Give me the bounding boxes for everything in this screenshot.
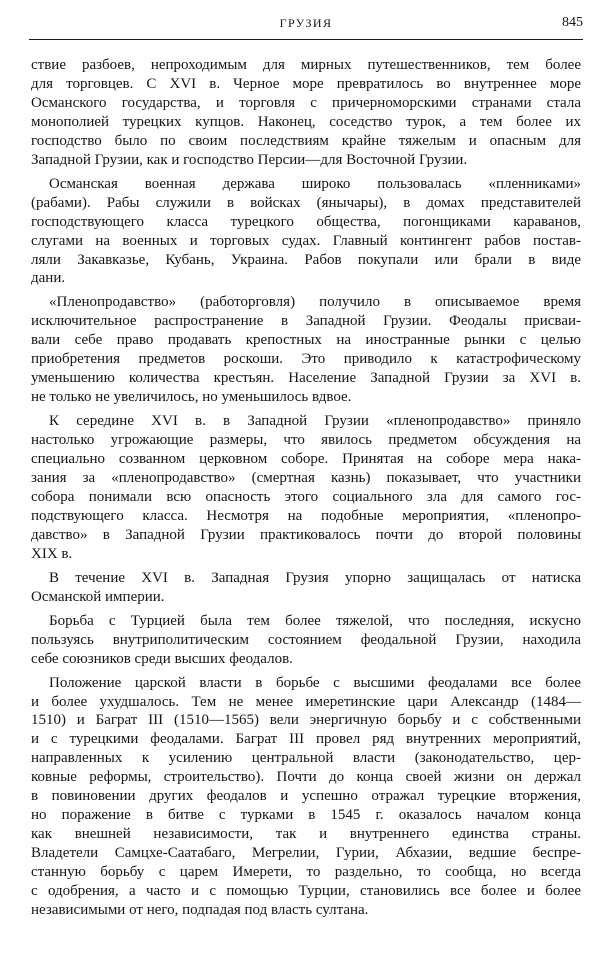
paragraph-1 xyxy=(31,56,581,170)
text-line: В течение XVI в. Западная Грузия упорно защищалась от натиска xyxy=(49,569,581,586)
text-line: станную борьбу с царем Имерети, то раздельно, то сообща, но всегда xyxy=(31,864,581,881)
paragraph-4 xyxy=(31,412,581,564)
text-line: вали себе право продавать крепостных на иностранные рынки с целью xyxy=(31,332,581,349)
text-line: Борьба с Турцией была тем более тяжелой, что последняя, искусно xyxy=(49,612,581,629)
text-line: К середине XVI в. в Западной Грузии «пленопродавство» приняло xyxy=(49,413,581,430)
text-line: приобретения предметов роскоши. Это приводило к катастрофическому xyxy=(31,351,581,368)
header-rule xyxy=(29,39,583,40)
text-line: дани. xyxy=(31,270,66,287)
paragraph-5 xyxy=(31,569,581,607)
text-line: Владетели Самцхе-Саатабаго, Мегрелии, Гурии, Абхазии, ведшие беспре- xyxy=(31,845,581,862)
text-line: собора понимали всю опасность этого социального зла для самого гос- xyxy=(31,488,581,505)
text-line: ствие разбоев, непроходимым для мирных путешественников, тем более xyxy=(31,57,581,73)
text-line: (рабами). Рабы служили в войсках (янычары), в домах представителей xyxy=(31,194,581,211)
text-line: и с турецкими феодалами. Баграт III провел ряд внутренних мероприятий, xyxy=(31,731,581,748)
text-line: независимыми от него, подпадая под власть султана. xyxy=(31,901,369,918)
text-line: не только не увеличилось, но уменьшилось вдвое. xyxy=(31,389,352,406)
paragraph-7 xyxy=(31,674,581,920)
text-line: слугами на военных и торговых судах. Главный контингент рабов постав- xyxy=(31,232,581,249)
page-number: 845 xyxy=(562,15,583,30)
text-line: для торговцев. С XVI в. Черное море превратилось во внутреннее море xyxy=(31,75,581,92)
text-line: настолько угрожающие размеры, что явилось предметом обсуждения на xyxy=(31,432,581,449)
text-line: и более ухудшалось. Тем не менее имеретинские цари Александр (1484— xyxy=(31,693,581,710)
text-line: Османской империи. xyxy=(31,588,165,605)
text-line: зания за «пленопродавство» (смертная казнь) показывает, что участники xyxy=(31,470,581,487)
text-line: ляли Закавказье, Кубань, Украина. Рабов покупали или брали в виде xyxy=(31,251,581,268)
text-line: в повиновении других феодалов и успешно отражал турецкие вторжения, xyxy=(31,788,581,805)
text-line: «Пленопродавство» (работорговля) получило в описываемое время xyxy=(49,294,581,311)
text-line: специально созванном церковном соборе. Принятая на соборе мера нака- xyxy=(31,451,581,468)
text-line: с одобрения, а часто и с помощью Турции, становились все более и более xyxy=(31,883,581,900)
text-line: монополией турецких купцов. Наконец, соседство турок, а тем более их xyxy=(31,113,581,130)
text-line: направленных к усилению центральной власти (законодательство, цер- xyxy=(31,750,581,767)
text-line: давство» в Западной Грузии практиковалось почти до второй половины xyxy=(31,526,581,543)
text-line: 1510) и Баграт III (1510—1565) вели энергичную борьбу и с собственными xyxy=(31,712,581,729)
text-line: господство было по своим последствиям крайне тяжелым и опасным для xyxy=(31,132,581,149)
paragraph-2 xyxy=(31,175,581,289)
running-title: ГРУЗИЯ xyxy=(279,16,333,30)
text-line: господствующего класса турецкого общества, погонщиками караванов, xyxy=(31,213,581,230)
paragraph-3 xyxy=(31,293,581,407)
text-line: Османского государства, и торговля с причерноморскими странами стала xyxy=(31,94,581,111)
text-line: как внешней независимости, так и внутреннего единства страны. xyxy=(31,826,581,843)
text-line: подствующего класса. Несмотря на подобные мероприятия, «пленопро- xyxy=(31,507,581,524)
text-line: уменьшению количества крестьян. Население Западной Грузии за XVI в. xyxy=(31,370,581,387)
running-head xyxy=(29,14,583,38)
text-line: Положение царской власти в борьбе с высшими феодалами все более xyxy=(49,674,581,691)
text-line: Западной Грузии, как и господство Персии—для Восточной Грузии. xyxy=(31,151,468,168)
text-line: пользуясь внутриполитическим состоянием феодальной Грузии, находила xyxy=(31,631,581,648)
text-line: исключительное распространение в Западной Грузии. Феодалы присваи- xyxy=(31,313,581,330)
text-line: Османская военная держава широко пользовалась «пленниками» xyxy=(49,175,581,192)
text-line: XIX в. xyxy=(31,545,73,562)
text-line: ковные реформы, строительство). Почти до конца своей жизни он держал xyxy=(31,769,581,786)
text-line: себе союзников среди высших феодалов. xyxy=(31,650,293,667)
paragraph-6 xyxy=(31,612,581,669)
text-line: но поражение в битве с турками в 1545 г. оказалось началом конца xyxy=(31,807,581,824)
body-text xyxy=(31,56,581,925)
